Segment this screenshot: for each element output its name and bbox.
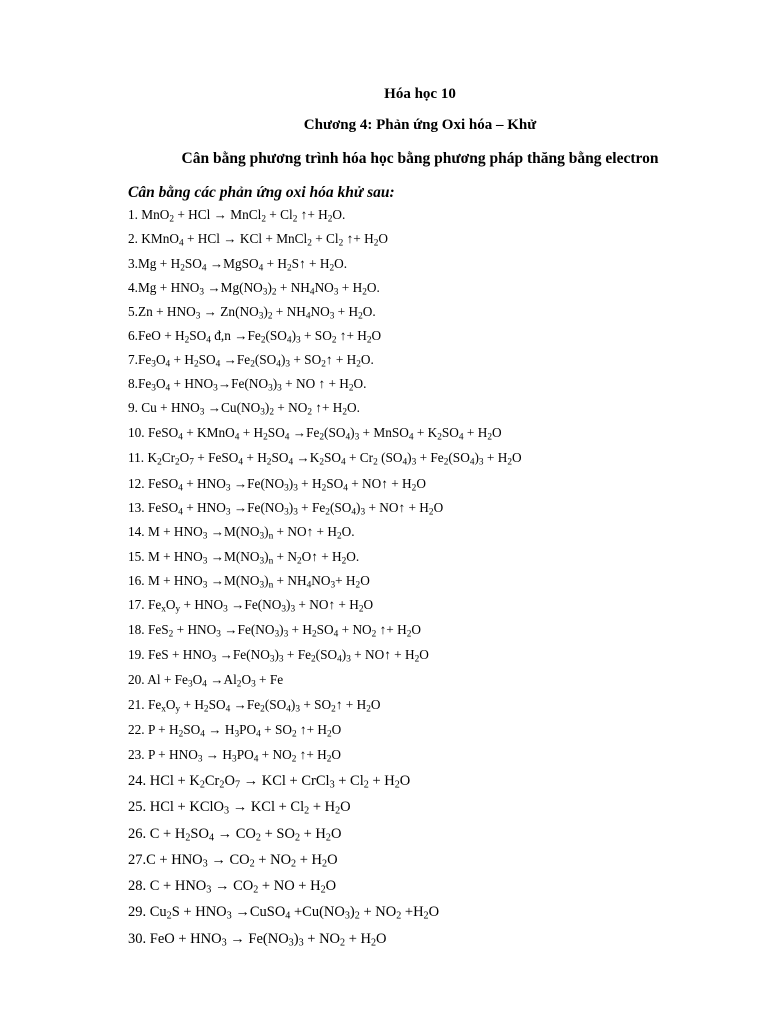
chapter-title: Chương 4: Phản ứng Oxi hóa – Khử (303, 117, 537, 133)
equation-11: 11. $K_2Cr_2O_7$ + FeSO$_4$ + $H_2SO_4 \to K_2SO_4 + Cr_2$ $(SO_4)_3 + Fe_2(SO_4)_3 + H_2O$ (128, 450, 522, 468)
equation-12: 12. FeSO$_4$ + $HNO_3 \to Fe(NO_3)_3 + H_2SO_4$ + NO↑ + $H_2O$ (128, 476, 426, 494)
equation-5: $5.Zn + HNO_3 \to Zn(NO_3)_2 + NH_4NO_3 + H_2O$. (128, 304, 376, 322)
equation-6: $6.FeO + H_2SO_4$ đ,n $\to Fe_2(SO_4)_3 + SO_2$ ↑+ $H_2O$ (128, 328, 382, 346)
equation-7: $7.Fe_3O_4 + H_2SO_4 \to Fe_2(SO_4)_3$ + $SO_2↑ + H_2O$. (128, 352, 374, 370)
equation-27: $27.C + HNO_3 \to CO_2 + NO_2 + H_2O$ (128, 852, 338, 870)
equation-21: 21. $Fe_xO_y + H_2SO_4 \to Fe_2(SO_4)_3$ + $SO_2↑ + H_2O$ (128, 697, 381, 715)
topic-title: Cân bằng phương trình hóa học bằng phương pháp thăng bằng electron (181, 150, 659, 167)
equation-14: 14. $M + HNO_3 \to M(NO_3)_n$ + NO↑ + $H_2O$. (128, 524, 355, 542)
equation-15: 15. $M + HNO_3 \to M(NO_3)_n$ + $N_2O↑ + H_2O$. (128, 549, 360, 567)
equation-26: 26. $C + H_2SO_4 \to CO_2 + SO_2 + H_2O$ (128, 826, 342, 844)
equation-1: 1. MnO$_2$ + HCl → MnCl$_2$ + $Cl_2$ ↑+ $H_2O$. (128, 207, 346, 225)
equation-2: 2. KMnO$_4$ + HCl → KCl + MnCl$_2$ + $Cl_2$ ↑+ $H_2O$ (128, 231, 388, 249)
equation-16: 16. $M + HNO_3 \to M(NO_3)_n + NH_4NO_3+ H_2O$ (128, 573, 370, 591)
course-title: Hóa học 10 (384, 86, 456, 102)
equation-13: 13. FeSO$_4$ + $HNO_3 \to Fe(NO_3)_3 + Fe_2(SO_4)_3$ + NO↑ + $H_2O$ (128, 500, 444, 518)
equation-10: 10. FeSO$_4$ + KMnO$_4$ + $H_2SO_4 \to Fe_2(SO_4)_3$ + MnSO$_4$ + $K_2SO_4 + H_2O$ (128, 425, 502, 443)
equation-19: 19. FeS + $HNO_3 \to Fe(NO_3)_3 + Fe_2(SO_4)_3$ + NO↑ + $H_2O$ (128, 647, 429, 665)
equation-25: 25. HCl + KClO$_3$ → KCl + $Cl_2 + H_2O$ (128, 799, 351, 817)
equation-9: 9. $Cu + HNO_3 \to Cu(NO_3)_2 + NO_2$ ↑+ $H_2O$. (128, 400, 360, 418)
equation-30: 30. FeO + $HNO_3 \to Fe(NO_3)_3 + NO_2 + H_2O$ (128, 931, 387, 949)
equation-28: 28. $C + HNO_3 \to CO_2$ + NO + $H_2O$ (128, 878, 337, 896)
equation-8: $8.Fe_3O_4 + HNO_3\to Fe(NO_3)_3$ + NO ↑ + $H_2O$. (128, 376, 367, 394)
equation-17: 17. $Fe_xO_y + HNO_3 \to Fe(NO_3)_3$ + NO↑ + $H_2O$ (128, 597, 374, 615)
equation-24: 24. HCl + $K_2Cr_2O_7$ → KCl + CrCl$_3$ + $Cl_2 + H_2O$ (128, 773, 411, 791)
exercise-instruction: Cân bằng các phản ứng oxi hóa khử sau: (128, 184, 395, 201)
equation-20: 20. $Al + Fe_3O_4 \to Al_2O_3 + Fe$ (128, 672, 284, 690)
equation-18: 18. $FeS_2 + HNO_3 \to Fe(NO_3)_3 + H_2SO_4 + NO_2$ ↑+ $H_2O$ (128, 622, 421, 640)
equation-3: $3.Mg + H_2SO_4$ →MgSO$_4$ + $H_2S↑ + H_2O$. (128, 256, 348, 274)
equation-22: 22. $P + H_2SO_4 \to H_3PO_4 + SO_2$ ↑+ $H_2O$ (128, 722, 342, 740)
equation-29: 29. $Cu_2S + HNO_3$ →CuSO$_4$ $+Cu(NO_3)_2 + NO_2 +H_2O$ (128, 904, 440, 922)
equation-4: $4.Mg + HNO_3 \to Mg(NO_3)_2 + NH_4NO_3 + H_2O$. (128, 280, 380, 298)
equation-23: 23. $P + HNO_3 \to H_3PO_4 + NO_2$ ↑+ $H_2O$ (128, 747, 342, 765)
